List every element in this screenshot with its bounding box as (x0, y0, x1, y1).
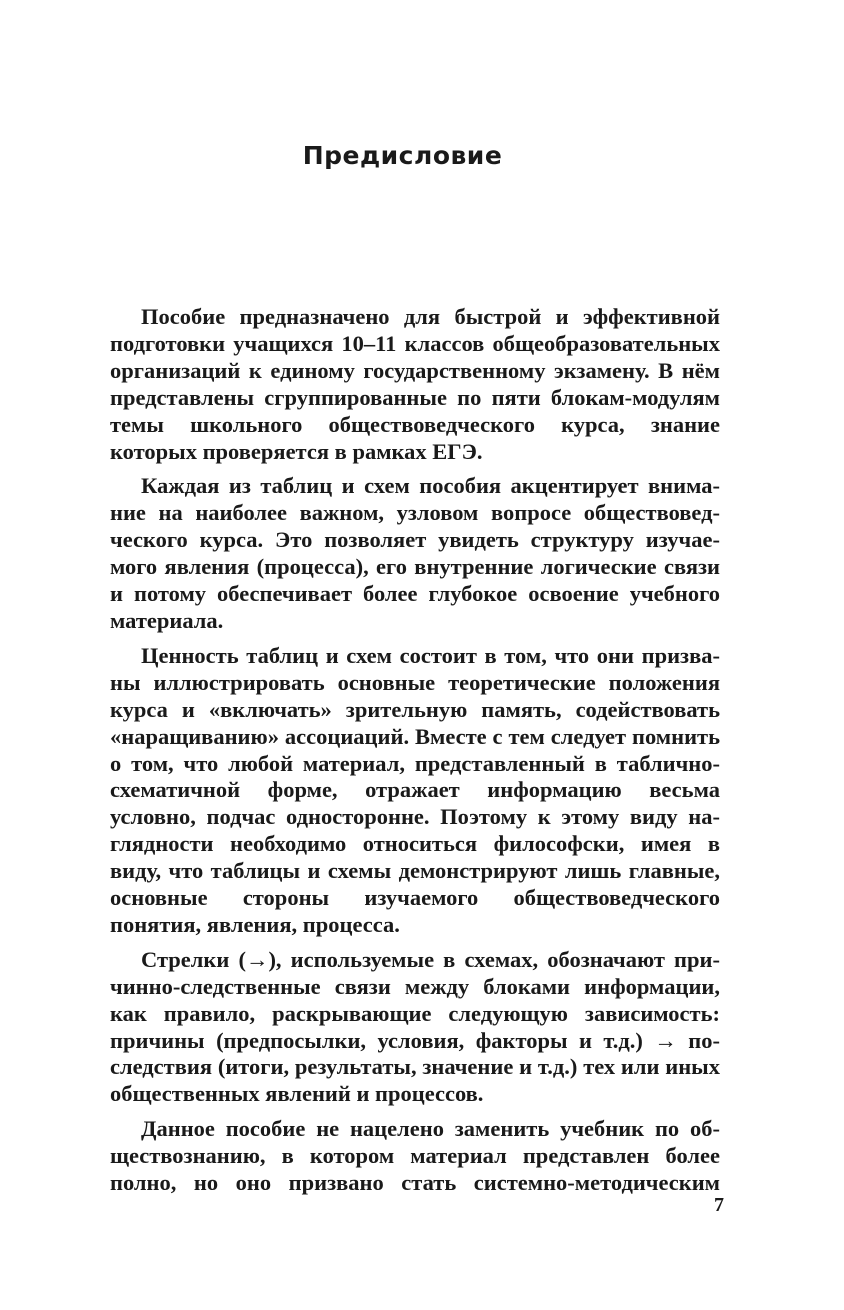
paragraph-1: Пособие предназначено для быстрой и эффективной подготовки учащихся 10–11 классов общеобразовательных организаций к единому государственному экзамену. В нём представлены сгруппированные по пяти блокам-модулям темы школьного обществоведческого курса, знание которых проверяется в рамках ЕГЭ. (110, 304, 720, 464)
page-title: Предисловие (302, 141, 503, 170)
preface-body (110, 304, 720, 1197)
page-number: 7 (714, 1194, 724, 1216)
paragraph-4: Стрелки (→), используемые в схемах, обозначают причинно-следственные связи между блоками информации, как правило, раскрывающие следующую зависимость: причины (предпосылки, условия, факторы и т.д.) → последствия (итоги, результаты, значение и т.д.) тех или иных общественных явлений и процессов. (110, 946, 720, 1107)
paragraph-2: Каждая из таблиц и схем пособия акцентирует внимание на наиболее важном, узловом вопросе обществоведческого курса. Это позволяет увидеть структуру изучаемого явления (процесса), его внутренние логические связи и потому обеспечивает более глубокое освоение учебного материала. (110, 473, 720, 633)
paragraph-3: Ценность таблиц и схем состоит в том, что они призваны иллюстрировать основные теоретические положения курса и «включать» зрительную память, содействовать «наращиванию» ассоциаций. Вместе с тем следует помнить о том, что любой материал, представленный в таблично-схематичной форме, отражает информацию весьма условно, подчас односторонне. Поэтому к этому виду наглядности необходимо относиться философски, имея в виду, что таблицы и схемы демонстрируют лишь главные, основные стороны изучаемого обществоведческого понятия, явления, процесса. (110, 642, 720, 937)
paragraph-5: Данное пособие не нацелено заменить учебник по обществознанию, в котором материал представлен более полно, но оно призвано стать системно-методическим (110, 1116, 720, 1196)
